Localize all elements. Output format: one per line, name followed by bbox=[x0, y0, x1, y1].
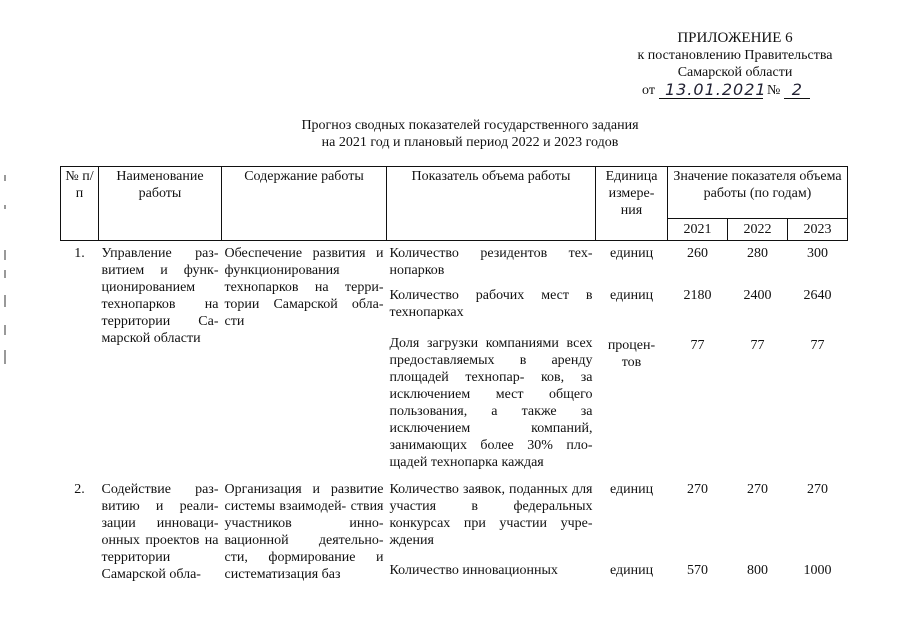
value-2021: 2180 bbox=[683, 288, 712, 303]
value-2023: 270 bbox=[807, 482, 828, 497]
appendix-line-2: Самарской области bbox=[677, 65, 793, 80]
header-year-2022: 2022 bbox=[728, 219, 788, 241]
title-line-2: на 2021 год и плановый период 2022 и 2023 годов bbox=[321, 135, 619, 150]
header-name: Наименование работы bbox=[99, 167, 222, 241]
row-name: Содействие раз- витию и реали- зации инноваци- онных проектов на территории Самарской обла- bbox=[101, 482, 219, 582]
indicators-table bbox=[60, 166, 848, 583]
value-2022: 77 bbox=[750, 338, 765, 353]
table-row bbox=[61, 241, 848, 284]
table-row bbox=[61, 477, 848, 562]
value-2021: 270 bbox=[687, 482, 708, 497]
row-name: Управление раз- витием и функ- ционированием технопарков на территории Са- марской области bbox=[101, 246, 219, 346]
row-content: Обеспечение развития и функционирования технопарков на терри- тории Самарской обла- сти bbox=[224, 246, 384, 329]
header-indicator: Показатель объема работы bbox=[387, 167, 596, 241]
value-2022: 800 bbox=[747, 562, 768, 578]
row-unit: единиц bbox=[609, 562, 654, 578]
date-prefix: от bbox=[642, 83, 655, 98]
header-unit: Единица измере- ния bbox=[596, 167, 668, 241]
value-2023: 2640 bbox=[803, 288, 832, 303]
row-unit: единиц bbox=[609, 482, 654, 497]
value-2021: 570 bbox=[687, 562, 708, 578]
value-2023: 300 bbox=[807, 246, 828, 261]
value-2022: 280 bbox=[747, 246, 768, 261]
row-indicator: Доля загрузки компаниями всех предоставляемых в аренду площадей технопар- ков, за исключением мест общего пользования, а также за исключением компаний, занимающих более 30% пло- щадей технопарка каждая bbox=[389, 336, 593, 470]
row-num: 1. bbox=[74, 246, 85, 261]
header-num: № п/п bbox=[61, 167, 99, 241]
row-indicator: Количество рабочих мест в технопарках bbox=[389, 288, 593, 320]
row-content: Организация и развитие системы взаимодей- ствия участников инно- вационной деятельно- сти, формирование и систематизация баз bbox=[224, 482, 384, 582]
scan-margin-marks bbox=[4, 175, 14, 375]
appendix-title: ПРИЛОЖЕНИЕ 6 bbox=[677, 30, 793, 46]
value-2021: 77 bbox=[690, 338, 705, 353]
handwritten-number: 2 bbox=[784, 81, 810, 99]
header-year-2023: 2023 bbox=[788, 219, 848, 241]
row-unit: единиц bbox=[609, 288, 654, 303]
row-num: 2. bbox=[74, 482, 85, 497]
row-unit: процен- тов bbox=[607, 338, 656, 370]
appendix-date-line bbox=[620, 81, 850, 99]
value-2022: 270 bbox=[747, 482, 768, 497]
header-year-2021: 2021 bbox=[668, 219, 728, 241]
document-title bbox=[250, 117, 690, 151]
number-prefix: № bbox=[766, 83, 781, 98]
row-indicator: Количество резидентов тех- нопарков bbox=[389, 246, 593, 278]
value-2021: 260 bbox=[687, 246, 708, 261]
header-value: Значение показателя объема работы (по годам) bbox=[668, 167, 848, 219]
value-2023: 77 bbox=[810, 338, 825, 353]
header-content: Содержание работы bbox=[222, 167, 387, 241]
value-2022: 2400 bbox=[743, 288, 772, 303]
title-line-1: Прогноз сводных показателей государственного задания bbox=[301, 118, 639, 133]
value-2023: 1000 bbox=[803, 562, 832, 578]
handwritten-date: 13.01.2021 bbox=[659, 81, 763, 99]
appendix-header bbox=[620, 30, 850, 99]
row-unit: единиц bbox=[609, 246, 654, 261]
row-indicator: Количество инновационных bbox=[389, 562, 558, 578]
row-indicator: Количество заявок, поданных для участия в федеральных конкурсах при участии учре- ждения bbox=[389, 482, 593, 548]
appendix-line-1: к постановлению Правительства bbox=[637, 48, 833, 63]
